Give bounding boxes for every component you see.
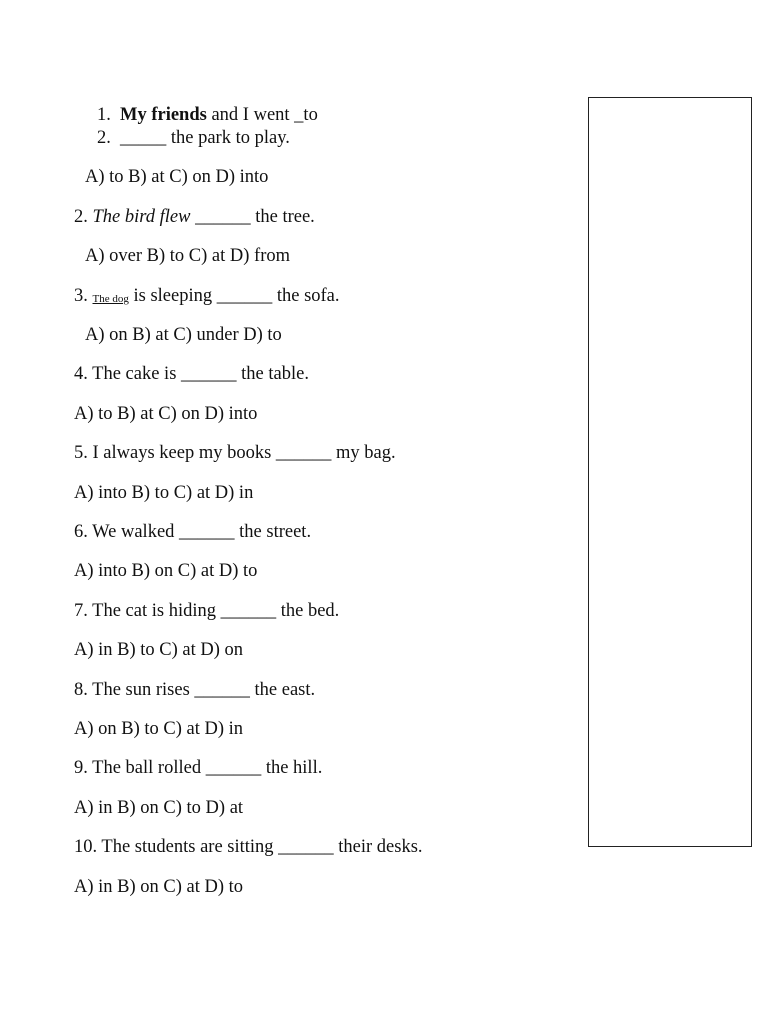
question-1-line-2 <box>97 127 318 150</box>
answer-box <box>588 97 752 847</box>
question-4-options: A) to B) at C) on D) into <box>74 404 258 424</box>
question-4: 4. The cake is ______ the table. <box>74 364 309 384</box>
numbered-list <box>97 104 318 150</box>
question-2 <box>74 206 315 228</box>
question-text: _____ the park to play. <box>120 128 290 148</box>
question-7-options: A) in B) to C) at D) on <box>74 640 244 660</box>
question-3 <box>74 285 340 310</box>
bold-subject: My friends <box>120 105 207 125</box>
question-9-options: A) in B) on C) to D) at <box>74 798 244 818</box>
question-1-options: A) to B) at C) on D) into <box>85 167 269 187</box>
question-2-options: A) over B) to C) at D) from <box>85 246 290 266</box>
question-3-options: A) on B) at C) under D) to <box>85 325 282 345</box>
question-number: 2. <box>74 207 93 227</box>
question-5-options: A) into B) to C) at D) in <box>74 483 254 503</box>
question-number: 3. <box>74 286 93 306</box>
list-number: 1. <box>97 105 111 125</box>
question-1-line-1 <box>97 104 318 127</box>
question-8-options: A) on B) to C) at D) in <box>74 719 244 739</box>
question-6: 6. We walked ______ the street. <box>74 522 312 542</box>
question-10: 10. The students are sitting ______ their desks. <box>74 837 423 857</box>
question-text: is sleeping ______ the sofa. <box>128 286 340 306</box>
question-8: 8. The sun rises ______ the east. <box>74 680 316 700</box>
question-10-options: A) in B) on C) at D) to <box>74 877 244 897</box>
question-9: 9. The ball rolled ______ the hill. <box>74 758 323 778</box>
question-text: and I went _to <box>206 105 318 125</box>
italic-subject: The bird flew <box>92 207 191 227</box>
underlined-subject: The dog <box>92 293 129 305</box>
question-text: ______ the tree. <box>190 207 315 227</box>
list-number: 2. <box>97 128 111 148</box>
question-5: 5. I always keep my books ______ my bag. <box>74 443 396 463</box>
question-7: 7. The cat is hiding ______ the bed. <box>74 601 340 621</box>
question-6-options: A) into B) on C) at D) to <box>74 561 258 581</box>
